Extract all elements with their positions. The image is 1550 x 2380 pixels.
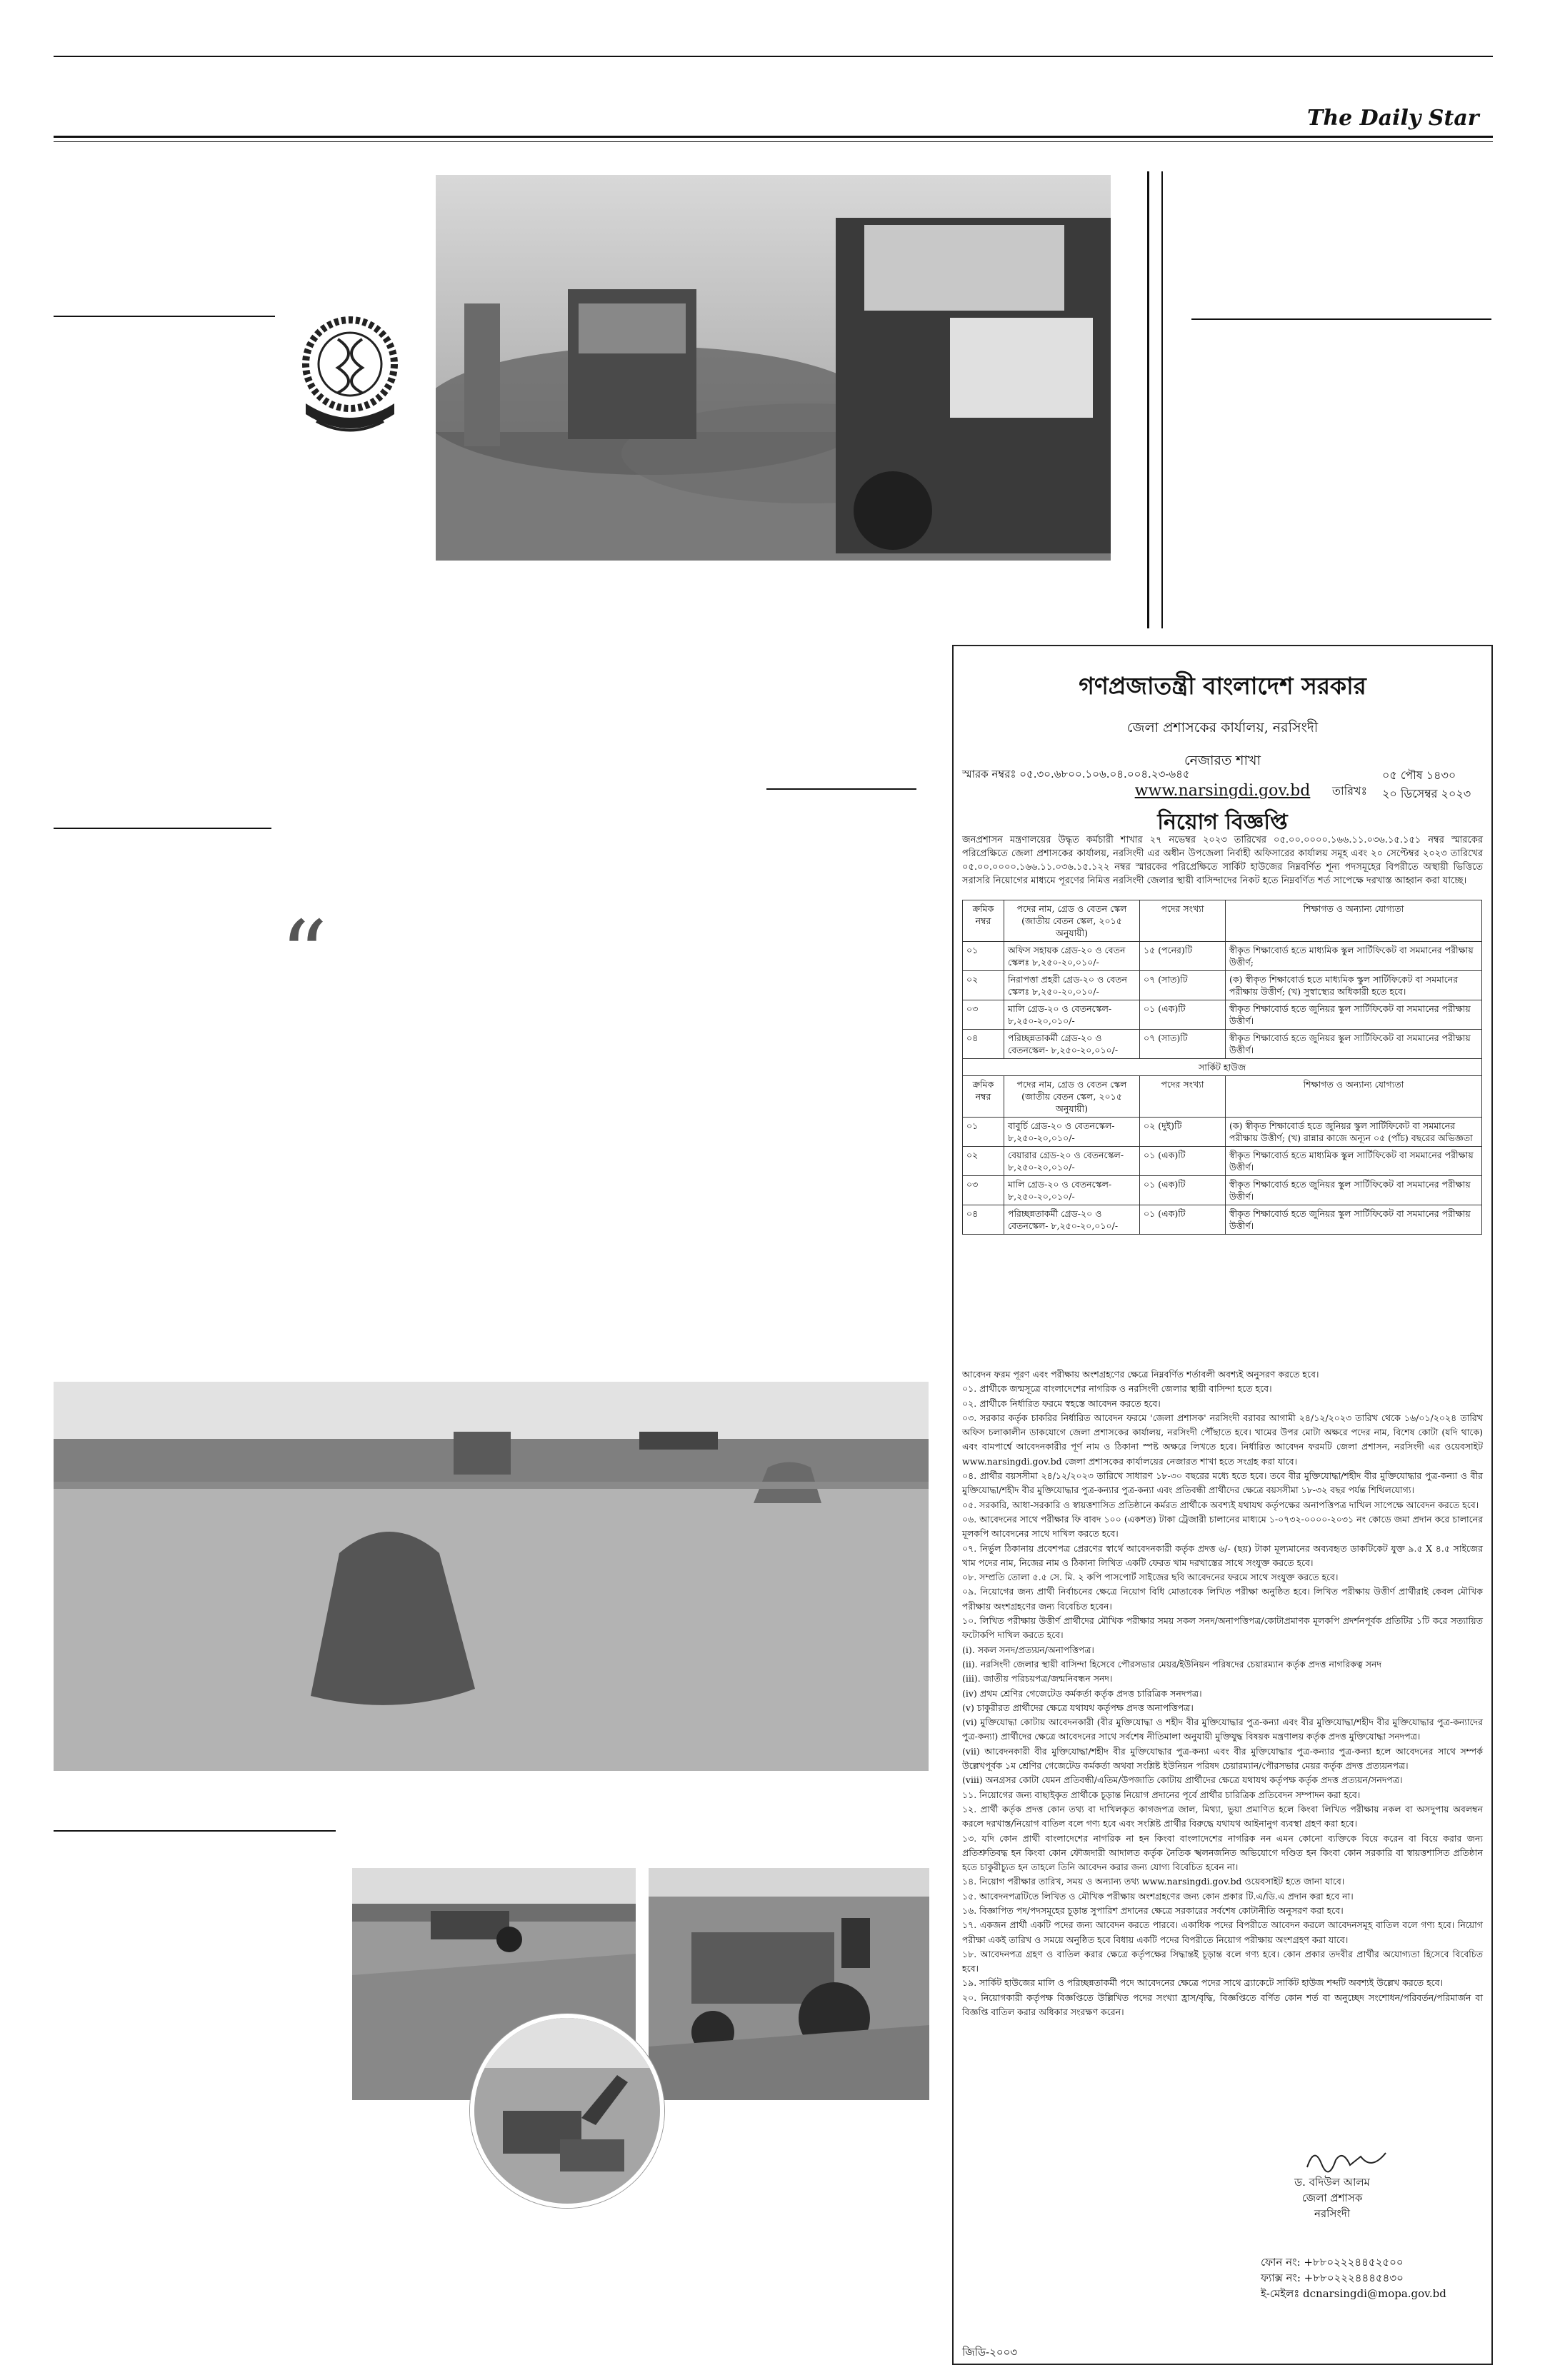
cell-post: বাবুর্চি গ্রেড-২০ ও বেতনস্কেল- ৮,২৫০-২০,০১০/- bbox=[1004, 1118, 1140, 1147]
header-rule-2 bbox=[54, 141, 1493, 142]
term-item: ১০. লিখিত পরীক্ষায় উত্তীর্ণ প্রার্থীদের মৌখিক পরীক্ষার সময় সকল সনদ/অনাপত্তিপত্র/কোটাপ্রমাণক মূলকপি প্রদর্শনপূর্বক প্রতিটির ১টি করে সত্যায়িত ফটোকপি দাখিল করতে হবে। bbox=[962, 1615, 1483, 1641]
table-row bbox=[963, 942, 1482, 971]
term-item: ০৪. প্রার্থীর বয়সসীমা ২৪/১২/২০২৩ তারিখে সাধারণ ১৮-৩০ বছরের মধ্যে হতে হবে। তবে বীর মুক্তিযোদ্ধা/শহীদ বীর মুক্তিযোদ্ধার পুত্র-কন্যা ও বীর মুক্তিযোদ্ধা/শহীদ বীর মুক্তিযোদ্ধার পুত্র-কন্যার পুত্র-কন্যা এবং প্রতিবন্ধী প্রার্থীদের ক্ষেত্রে বয়সসীমা ১৮-৩২ বছর পর্যন্ত শিথিলযোগ্য। bbox=[962, 1470, 1483, 1496]
date-bangla: ০৫ পৌষ ১৪৩০ bbox=[1382, 768, 1456, 782]
term-item: ১৩. যদি কোন প্রার্থী বাংলাদেশের নাগরিক না হন কিংবা বাংলাদেশের নাগরিক নন এমন কোনো ব্যক্তিকে বিয়ে করেন বা বিয়ে করার জন্য প্রতিশ্রুতিবদ্ধ হন কিংবা কোন ফৌজদারী আদালত কর্তৃক নৈতিক স্খলনজনিত অভিযোগে দণ্ডিত হন কিংবা কোন সরকারি বা স্বায়ত্তশাসিত প্রতিষ্ঠান হতে চাকুরীচ্যুত হন তাহলে তিনি আবেদন করার জন্য যোগ্য বিবেচিত হবেন না। bbox=[962, 1832, 1483, 1873]
cell-qualification: স্বীকৃত শিক্ষাবোর্ড হতে জুনিয়র স্কুল সার্টিফিকেট বা সমমানের পরীক্ষায় উত্তীর্ণ। bbox=[1226, 1030, 1482, 1059]
field-mounds-photo bbox=[54, 1382, 929, 1771]
notice-office: জেলা প্রশাসকের কার্যালয়, নরসিংদী bbox=[1126, 720, 1319, 735]
table-row bbox=[963, 1205, 1482, 1235]
cell-post: মালি গ্রেড-২০ ও বেতনস্কেল- ৮,২৫০-২০,০১০/- bbox=[1004, 1000, 1140, 1030]
term-item: ১৯. সার্কিট হাউজের মালি ও পরিচ্ছন্নতাকর্মী পদে আবেদনের ক্ষেত্রে পদের সাথে ব্র্যাকেটে সার্কিট হাউজ শব্দটি অবশ্যই উল্লেখ করতে হবে। bbox=[962, 1977, 1444, 1989]
date-label: তারিখঃ bbox=[1332, 784, 1368, 798]
email-address[interactable]: ই-মেইলঃ dcnarsingdi@mopa.gov.bd bbox=[1261, 2287, 1446, 2300]
signature-scribble bbox=[1304, 2142, 1389, 2178]
term-item: (viii) অনগ্রসর কোটা যেমন প্রতিবন্ধী/এতিম/উপজাতি কোটায় প্রার্থীদের ক্ষেত্রে যথাযথ কর্তৃপক্ষ কর্তৃক প্রদত্ত প্রত্যয়ন/সনদপত্র। bbox=[962, 1774, 1403, 1786]
cell-serial: ০৩ bbox=[963, 1000, 1004, 1030]
notice-intro: জনপ্রশাসন মন্ত্রণালয়ের উদ্ধৃত কর্মচারী শাখার ২৭ নভেম্বর ২০২৩ তারিখের ০৫.০০.০০০০.১৬৬.১১.০৩৬.১৫.১৫১ নম্বর স্মারকের পরিপ্রেক্ষিতে জেলা প্রশাসকের কার্যালয়, নরসিংদী এর অধীন উপজেলা নির্বাহী অফিসারের কার্যালয় সমূহ এবং ২০ সেপ্টেম্বর ২০২৩ তারিখের ০৫.০০.০০০০.১৬৬.১১.০৩৬.১৫.১২২ নম্বর স্মারকের পরিপ্রেক্ষিতে সার্কিট হাউজের নিম্নবর্ণিত শূন্য পদসমূহের বিপরীতে অস্থায়ী ভিত্তিতে সরাসরি নিয়োগের মাধ্যমে পূরণের নিমিত্ত নরসিংদী জেলার স্থায়ী বাসিন্দাদের নিকট হতে নিম্নবর্ণিত শর্ত সাপেক্ষে দরখাস্ত আহ্বান করা যাচ্ছে। bbox=[962, 835, 1483, 886]
cell-qualification: স্বীকৃত শিক্ষাবোর্ড হতে জুনিয়র স্কুল সার্টিফিকেট বা সমমানের পরীক্ষায় উত্তীর্ণ। bbox=[1226, 1205, 1482, 1235]
term-item: ১৪. নিয়োগ পরীক্ষার তারিখ, সময় ও অন্যান্য তথ্য www.narsingdi.gov.bd ওয়েবসাইট হতে জানা যাবে। bbox=[962, 1876, 1345, 1887]
header-cell: পদের সংখ্যা bbox=[1140, 1076, 1226, 1118]
header-cell: পদের সংখ্যা bbox=[1140, 900, 1226, 942]
term-item: ০৯. নিয়োগের জন্য প্রার্থী নির্বাচনের ক্ষেত্রে নিয়োগ বিধি মোতাবেক লিখিত পরীক্ষা অনুষ্ঠিত হবে। লিখিত পরীক্ষায় উত্তীর্ণ প্রার্থীরাই কেবল মৌখিক পরীক্ষায় অংশগ্রহণের জন্য বিবেচিত হবেন। bbox=[962, 1586, 1483, 1612]
fax-number: ফ্যাক্স নং: +৮৮০২২২৪৪৪৫৪৩০ bbox=[1261, 2271, 1404, 2284]
term-item: (v) চাকুরীরত প্রার্থীদের ক্ষেত্রে যথাযথ কর্তৃপক্ষ প্রদত্ত অনাপত্তিপত্র। bbox=[962, 1702, 1194, 1713]
cell-serial: ০২ bbox=[963, 1147, 1004, 1176]
term-item: (ii). নরসিংদী জেলার স্থায়ী বাসিন্দা হিসেবে পৌরসভার মেয়র/ইউনিয়ন পরিষদের চেয়ারম্যান কর্তৃক প্রদত্ত নাগরিকত্ব সনদ bbox=[962, 1658, 1382, 1669]
cell-qualification: স্বীকৃত শিক্ষাবোর্ড হতে মাধ্যমিক স্কুল সার্টিফিকেট বা সমমানের পরীক্ষায় উত্তীর্ণ; bbox=[1226, 942, 1482, 971]
cell-count: ০১ (এক)টি bbox=[1140, 1205, 1226, 1235]
gd-code: জিডি-২০০৩ bbox=[962, 2346, 1018, 2359]
table-header-row bbox=[963, 1076, 1482, 1118]
table-row bbox=[963, 1176, 1482, 1205]
date-gregorian: ২০ ডিসেম্বর ২০২৩ bbox=[1382, 787, 1471, 800]
separator-rule bbox=[1191, 318, 1491, 320]
term-item: ০৬. আবেদনের সাথে পরীক্ষার ফি বাবদ ১০০ (একশত) টাকা ট্রেজারী চালানের মাধ্যমে ১-০৭৩২-০০০০-২০৩১ নং কোডে জমা প্রদান করে চালানের মূলকপি আবেদনের সাথে দাখিল করতে হবে। bbox=[962, 1513, 1483, 1540]
header-cell: পদের নাম, গ্রেড ও বেতন স্কেল (জাতীয় বেতন স্কেল, ২০১৫ অনুযায়ী) bbox=[1004, 900, 1140, 942]
circuit-house-heading: সার্কিট হাউজ bbox=[963, 1059, 1482, 1076]
cell-count: ০১ (এক)টি bbox=[1140, 1000, 1226, 1030]
cell-count: ০১ (এক)টি bbox=[1140, 1147, 1226, 1176]
cell-serial: ০৪ bbox=[963, 1030, 1004, 1059]
term-item: ২০. নিয়োগকারী কর্তৃপক্ষ বিজ্ঞপ্তিতে উল্লিখিত পদের সংখ্যা হ্রাস/বৃদ্ধি, বিজ্ঞপ্তিতে বর্ণিত কোন শর্ত বা অনুচ্ছেদ সংশোধন/পরিবর্তন/পরিমার্জন বা বিজ্ঞপ্তি বাতিল করার অধিকার সংরক্ষণ করেন। bbox=[962, 1992, 1483, 2018]
term-item: ১৬. বিজ্ঞাপিত পদ/পদসমূহের চূড়ান্ত সুপারিশ প্রদানের ক্ষেত্রে সরকারের সর্বশেষ কোটানীতি অনুসরণ করা হবে। bbox=[962, 1904, 1344, 1916]
separator-rule bbox=[54, 828, 271, 829]
signature-block bbox=[1189, 2174, 1475, 2221]
top-rule bbox=[54, 56, 1493, 57]
header-rule-1 bbox=[54, 136, 1493, 138]
posts-table bbox=[962, 900, 1482, 1235]
trucks-smoke-photo bbox=[436, 175, 1111, 561]
cell-count: ০৭ (সাত)টি bbox=[1140, 971, 1226, 1000]
term-item: আবেদন ফরম পূরণ এবং পরীক্ষায় অংশগ্রহণের ক্ষেত্রে নিম্নবর্ণিত শর্তাবলী অবশ্যই অনুসরণ করতে হবে। bbox=[962, 1369, 1319, 1380]
notice-website-link[interactable]: www.narsingdi.gov.bd bbox=[1134, 782, 1311, 800]
table-row bbox=[963, 1147, 1482, 1176]
cell-count: ০১ (এক)টি bbox=[1140, 1176, 1226, 1205]
cell-serial: ০২ bbox=[963, 971, 1004, 1000]
term-item: ১৭. একজন প্রার্থী একটি পদের জন্য আবেদন করতে পারবে। একাধিক পদের বিপরীতে আবেদন করলে আবেদনসমূহ বাতিল বলে গণ্য হবে। নিয়োগ পরীক্ষা একই তারিখ ও সময়ে অনুষ্ঠিত হবে বিধায় একটি পদের বিপরীতে নিয়োগ পরীক্ষায় অংশগ্রহণ করা যাবে। bbox=[962, 1919, 1483, 1945]
header-cell: শিক্ষাগত ও অন্যান্য যোগ্যতা bbox=[1226, 1076, 1482, 1118]
cell-post: অফিস সহায়ক গ্রেড-২০ ও বেতন স্কেলঃ ৮,২৫০-২০,০১০/- bbox=[1004, 942, 1140, 971]
recruitment-notice bbox=[952, 645, 1493, 2365]
cell-serial: ০৩ bbox=[963, 1176, 1004, 1205]
table-row bbox=[963, 1030, 1482, 1059]
notice-title: গণপ্রজাতন্ত্রী বাংলাদেশ সরকার bbox=[1079, 672, 1366, 700]
column-rule bbox=[1147, 171, 1149, 628]
cell-serial: ০৪ bbox=[963, 1205, 1004, 1235]
cell-qualification: স্বীকৃত শিক্ষাবোর্ড হতে জুনিয়র স্কুল সার্টিফিকেট বা সমমানের পরীক্ষায় উত্তীর্ণ। bbox=[1226, 1000, 1482, 1030]
separator-rule bbox=[54, 1830, 336, 1832]
term-item: ০৫. সরকারি, আধা-সরকারি ও স্বায়ত্তশাসিত প্রতিষ্ঠানে কর্মরত প্রার্থীকে অবশ্যই যথাযথ কর্তৃপক্ষের অনাপত্তিপত্র দাখিল সাপেক্ষে আবেদন করতে হবে। bbox=[962, 1499, 1479, 1510]
cell-post: নিরাপত্তা প্রহরী গ্রেড-২০ ও বেতন স্কেলঃ ৮,২৫০-২০,০১০/- bbox=[1004, 971, 1140, 1000]
cell-qualification: (ক) স্বীকৃত শিক্ষাবোর্ড হতে মাধ্যমিক স্কুল সার্টিফিকেট বা সমমানের পরীক্ষায় উত্তীর্ণ; (খ) সুস্বাস্থ্যের অধিকারী হতে হবে। bbox=[1226, 971, 1482, 1000]
signer-name: ড. বদিউল আলম bbox=[1294, 2176, 1370, 2189]
header-cell: ক্রমিক নম্বর bbox=[963, 1076, 1004, 1118]
masthead-logo: The Daily Star bbox=[1307, 106, 1479, 131]
signer-place: নরসিংদী bbox=[1314, 2207, 1351, 2220]
cell-post: মালি গ্রেড-২০ ও বেতনস্কেল- ৮,২৫০-২০,০১০/- bbox=[1004, 1176, 1140, 1205]
tractor-loaded-photo-right bbox=[649, 1868, 929, 2100]
cell-qualification: স্বীকৃত শিক্ষাবোর্ড হতে মাধ্যমিক স্কুল সার্টিফিকেট বা সমমানের পরীক্ষায় উত্তীর্ণ। bbox=[1226, 1147, 1482, 1176]
cell-serial: ০১ bbox=[963, 942, 1004, 971]
cell-post: পরিচ্ছন্নতাকর্মী গ্রেড-২০ ও বেতনস্কেল- ৮,২৫০-২০,০১০/- bbox=[1004, 1030, 1140, 1059]
header-cell: ক্রমিক নম্বর bbox=[963, 900, 1004, 942]
header-cell: শিক্ষাগত ও অন্যান্য যোগ্যতা bbox=[1226, 900, 1482, 942]
contact-block bbox=[1261, 2254, 1446, 2301]
term-item: (vii) আবেদনকারী বীর মুক্তিযোদ্ধা/শহীদ বীর মুক্তিযোদ্ধার পুত্র-কন্যা এবং বীর মুক্তিযোদ্ধার পুত্র-কন্যার পুত্র-কন্যা হলে আবেদনের সাথে সম্পর্ক উল্লেখপূর্বক ১ম শ্রেণির গেজেটেড কর্মকর্তা অথবা সংশ্লিষ্ট ইউনিয়ন পরিষদ চেয়ারম্যান/পৌরসভার মেয়র কর্তৃক প্রদত্ত প্রত্যয়নপত্র। bbox=[962, 1745, 1483, 1772]
cell-qualification: (ক) স্বীকৃত শিক্ষাবোর্ড হতে জুনিয়র স্কুল সার্টিফিকেট বা সমমানের পরীক্ষায় উত্তীর্ণ; (খ) রান্নার কাজে অন্যূন ০৫ (পাঁচ) বছরের অভিজ্ঞতা bbox=[1226, 1118, 1482, 1147]
separator-rule bbox=[54, 316, 275, 317]
memo-number: স্মারক নম্বরঃ ০৫.৩০.৬৮০০.১০৬.০৪.০০৪.২৩-৬৪৫ bbox=[962, 768, 1190, 780]
term-item: (iii). জাতীয় পরিচয়পত্র/জন্মনিবন্ধন সনদ। bbox=[962, 1673, 1113, 1684]
term-item: ১৫. আবেদনপত্রটিতে লিখিত ও মৌখিক পরীক্ষায় অংশগ্রহণের জন্য কোন প্রকার টি.এ/ডি.এ প্রদান করা হবে না। bbox=[962, 1890, 1354, 1902]
cell-post: বেয়ারার গ্রেড-২০ ও বেতনস্কেল- ৮,২৫০-২০,০১০/- bbox=[1004, 1147, 1140, 1176]
header-cell: পদের নাম, গ্রেড ও বেতন স্কেল (জাতীয় বেতন স্কেল, ২০১৫ অনুযায়ী) bbox=[1004, 1076, 1140, 1118]
quote-mark: “ bbox=[280, 900, 328, 1009]
table-header-row bbox=[963, 900, 1482, 942]
cell-serial: ০১ bbox=[963, 1118, 1004, 1147]
notice-section: নেজারত শাখা bbox=[1184, 753, 1261, 768]
table-row bbox=[963, 971, 1482, 1000]
excavator-inset-photo bbox=[470, 2014, 664, 2208]
cell-qualification: স্বীকৃত শিক্ষাবোর্ড হতে জুনিয়র স্কুল সার্টিফিকেট বা সমমানের পরীক্ষায় উত্তীর্ণ। bbox=[1226, 1176, 1482, 1205]
column-rule bbox=[1161, 171, 1163, 628]
separator-rule bbox=[766, 788, 916, 790]
term-item: (iv) প্রথম শ্রেণির গেজেটেড কর্মকর্তা কর্তৃক প্রদত্ত চারিত্রিক সনদপত্র। bbox=[962, 1687, 1202, 1699]
notice-heading: নিয়োগ বিজ্ঞপ্তি bbox=[1157, 810, 1288, 835]
term-item: ১৮. আবেদনপত্র গ্রহণ ও বাতিল করার ক্ষেত্রে কর্তৃপক্ষের সিদ্ধান্তই চূড়ান্ত বলে গণ্য হবে। কোন প্রকার তদবীর প্রার্থীর অযোগ্যতা হিসেবে বিবেচিত হবে। bbox=[962, 1948, 1483, 1974]
table-row bbox=[963, 1000, 1482, 1030]
cell-count: ০২ (দুই)টি bbox=[1140, 1118, 1226, 1147]
cell-post: পরিচ্ছন্নতাকর্মী গ্রেড-২০ ও বেতনস্কেল- ৮,২৫০-২০,০১০/- bbox=[1004, 1205, 1140, 1235]
term-item: ০৭. নির্ভুল ঠিকানায় প্রবেশপত্র প্রেরণের স্বার্থে আবেদনকারী কর্তৃক প্রদত্ত ৬/- (ছয়) টাকা মূল্যমানের অব্যবহৃত ডাকটিকেট যুক্ত ৯.৫ X ৪.৫ সাইজের খাম পদের নাম, নিজের নাম ও ঠিকানা লিখিত একটি ফেরত খাম দরখাস্তের সাথে সংযুক্ত করতে হবে। bbox=[962, 1542, 1483, 1568]
signer-title: জেলা প্রশাসক bbox=[1301, 2191, 1363, 2204]
cell-count: ০৭ (সাত)টি bbox=[1140, 1030, 1226, 1059]
term-item: ১১. নিয়োগের জন্য বাছাইকৃত প্রার্থীকে চূড়ান্ত নিয়োগ প্রদানের পূর্বে প্রার্থীর চারিত্রিক প্রতিবেদন সম্পাদন করা হবে। bbox=[962, 1789, 1361, 1800]
term-item: ০২. প্রার্থীকে নির্ধারিত ফরমে স্বহস্তে আবেদন করতে হবে। bbox=[962, 1397, 1161, 1409]
term-item: ০৩. সরকার কর্তৃক চাকরির নির্ধারিত আবেদন ফরমে 'জেলা প্রশাসক' নরসিংদী বরাবর আগামী ২৪/১২/২০২৩ তারিখ থেকে ১৬/০১/২০২৪ তারিখ অফিস চলাকালীন ডাকযোগে জেলা প্রশাসকের কার্যালয়, নরসিংদী পৌঁছাতে হবে। খামের উপর মোটা অক্ষরে পদের নাম, বিশেষ কোটা (যদি থাকে) এবং বামপার্শ্বে আবেদনকারীর পূর্ণ নাম ও ঠিকানা স্পষ্ট অক্ষরে লিখতে হবে। নির্ধারিত আবেদন ফরমটি জেলা প্রশাসন, নরসিংদী এর ওয়েবসাইট www.narsingdi.gov.bd জেলা প্রশাসকের কার্যালয়ের নেজারত শাখা হতে সংগ্রহ করা যাবে। bbox=[962, 1412, 1483, 1467]
university-emblem bbox=[288, 314, 413, 439]
table-row bbox=[963, 1118, 1482, 1147]
term-item: (i). সকল সনদ/প্রত্যয়ন/অনাপত্তিপত্র। bbox=[962, 1644, 1094, 1655]
notice-terms bbox=[962, 1367, 1483, 2019]
term-item: ১২. প্রার্থী কর্তৃক প্রদত্ত কোন তথ্য বা দাখিলকৃত কাগজপত্র জাল, মিথ্যা, ভুয়া প্রমাণিত হলে কিংবা লিখিত পরীক্ষায় নকল বা অসদুপায় অবলম্বন করলে দরখাস্ত/নিয়োগ বাতিল বলে গণ্য হবে এবং সংশ্লিষ্ট প্রার্থীর বিরুদ্ধে যথাযথ আইনানুগ ব্যবস্থা গ্রহণ করা হবে। bbox=[962, 1803, 1483, 1829]
cell-count: ১৫ (পনের)টি bbox=[1140, 942, 1226, 971]
table-subheading-row bbox=[963, 1059, 1482, 1076]
phone-number: ফোন নং: +৮৮০২২২৪৪৫২৫০০ bbox=[1261, 2256, 1404, 2269]
term-item: (vi) মুক্তিযোদ্ধা কোটায় আবেদনকারী (বীর মুক্তিযোদ্ধা ও শহীদ বীর মুক্তিযোদ্ধার পুত্র-কন্যা এবং বীর মুক্তিযোদ্ধা/শহীদ বীর মুক্তিযোদ্ধার পুত্র-কন্যাদের পুত্র-কন্যা) প্রার্থীদের ক্ষেত্রে আবেদনের সাথে সর্বশেষ নীতিমালা অনুযায়ী মুক্তিযুদ্ধ বিষয়ক মন্ত্রণালয় কর্তৃক প্রদত্ত মুক্তিযোদ্ধা সনদপত্র। bbox=[962, 1717, 1483, 1742]
term-item: ০৮. সম্প্রতি তোলা ৫.৫ সে. মি. ২ কপি পাসপোর্ট সাইজের ছবি আবেদনের ফরমে সাথে সংযুক্ত করতে হবে। bbox=[962, 1572, 1339, 1583]
term-item: ০১. প্রার্থীকে জন্মসূত্রে বাংলাদেশের নাগরিক ও নরসিংদী জেলার স্থায়ী বাসিন্দা হতে হবে। bbox=[962, 1383, 1272, 1395]
